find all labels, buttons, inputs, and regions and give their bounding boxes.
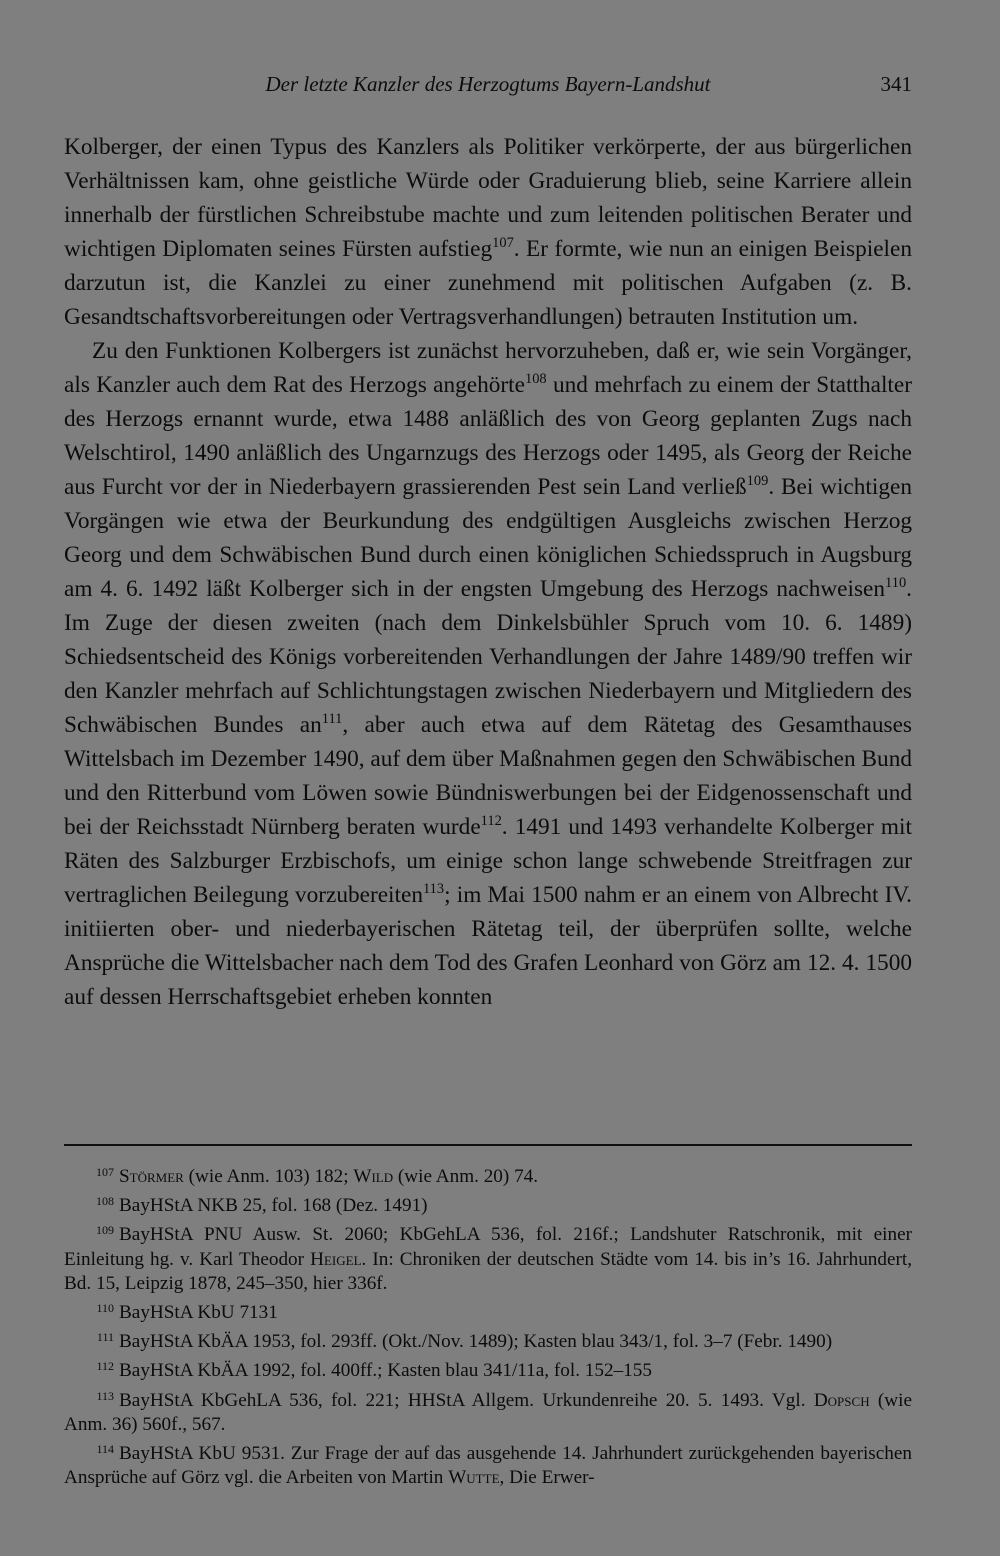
- footnote-text: BayHStA KbGehLA 536, fol. 221; HHStA Allgem. Urkundenreihe 20. 5. 1493. Vgl.: [119, 1389, 814, 1411]
- body-text: [64, 130, 912, 1014]
- footnote-number: 109: [96, 1223, 114, 1238]
- footnote-ref[interactable]: 112: [480, 813, 502, 830]
- text-segment: . Im Zuge der diesen zweiten (nach dem Dinkelsbühler Spruch vom 10. 6. 1489) Schiedsentscheid des Königs vorbereitenden Verhandlungen der Jahre 1489/90 treffen wir den Kanzler mehrfach auf Schlichtungstagen zwischen Niederbayern und Mitgliedern des Schwäbischen Bundes an: [64, 576, 912, 738]
- footnote-separator: [64, 1144, 912, 1146]
- page-header: [64, 64, 912, 104]
- running-title: Der letzte Kanzler des Herzogtums Bayern-Landshut: [265, 72, 711, 96]
- footnote-ref[interactable]: 107: [492, 235, 514, 252]
- footnote-number: 113: [96, 1388, 114, 1403]
- author-name: Dopsch: [813, 1389, 870, 1411]
- footnote-number: 110: [96, 1301, 114, 1316]
- text-segment: , aber auch etwa auf dem Rätetag des Gesamthauses Wittelsbach im Dezember 1490, auf dem über Maßnahmen gegen den Schwäbischen Bund und den Ritterbund vom Löwen sowie Bündniswerbungen bei der Eidgenossenschaft und bei der Reichsstadt Nürnberg beraten wurde: [64, 712, 912, 840]
- footnote-ref[interactable]: 111: [321, 711, 343, 728]
- text-segment: . 1491 und 1493 verhandelte Kolberger mit Räten des Salzburger Erzbischofs, um einige schon lange schwebende Streitfragen zur vertraglichen Beilegung vorzubereiten: [64, 814, 913, 908]
- footnote-ref[interactable]: 113: [422, 881, 445, 898]
- text-segment: und mehrfach zu einem der Statthalter des Herzogs ernannt wurde, etwa 1488 anläßlich des von Georg geplanten Zugs nach Welschtirol, 1490 anläßlich des Ungarnzugs des Herzogs oder 1495, als Georg der Reiche aus Furcht vor der in Niederbayern grassierenden Pest sein Land verließ: [64, 372, 912, 500]
- footnote-text: (wie Anm. 20) 74.: [393, 1166, 539, 1187]
- author-name: Störmer: [119, 1166, 184, 1187]
- footnote-110: [64, 1296, 912, 1325]
- text-segment: Zu den Funktionen Kolbergers ist zunächst hervorzuheben, daß er, wie sein Vorgänger, als Kanzler auch dem Rat des Herzogs angehörte: [64, 338, 912, 398]
- footnote-text: . In: Chroniken der deutschen Städte vom 14. bis in’s 16. Jahrhundert, Bd. 15, Leipzig 1878, 245–350, hier 336f.: [64, 1248, 913, 1294]
- footnote-112: [64, 1354, 912, 1383]
- footnote-113: [64, 1384, 912, 1437]
- footnote-text: BayHStA KbU 7131: [119, 1302, 278, 1324]
- text-segment: . Er formte, wie nun an einigen Beispielen darzutun ist, die Kanzlei zu einer zunehmend mit politischen Aufgaben (z. B. Gesandtschaftsvorbereitungen oder Vertragsverhandlungen) betrauten Institution um.: [64, 236, 912, 330]
- footnote-text: BayHStA NKB 25, fol. 168 (Dez. 1491): [119, 1195, 428, 1217]
- footnote-111: [64, 1325, 912, 1354]
- footnote-number: 107: [96, 1165, 114, 1179]
- footnote-114: [64, 1437, 912, 1490]
- paragraph-2: [64, 334, 912, 1014]
- author-name: Wild: [353, 1166, 394, 1187]
- footnote-text: BayHStA KbU 9531. Zur Frage der auf das ausgehende 14. Jahrhundert zurückgehenden bayerischen Ansprüche auf Görz vgl. die Arbeiten von Martin: [64, 1443, 912, 1489]
- footnote-number: 114: [96, 1442, 114, 1457]
- footnote-text: (wie Anm. 36) 560f., 567.: [64, 1389, 912, 1435]
- footnote-109: [64, 1218, 912, 1296]
- footnote-text: (wie Anm. 103) 182;: [183, 1166, 354, 1187]
- text-segment: Kolberger, der einen Typus des Kanzlers als Politiker verkörperte, der aus bürgerlichen Verhältnissen kam, ohne geistliche Würde oder Graduierung blieb, seine Karriere allein innerhalb der fürstlichen Schreibstube machte und zum leitenden politischen Berater und wichtigen Diplomaten seines Fürsten aufstieg: [64, 134, 912, 262]
- author-name: Wutte: [448, 1467, 500, 1489]
- footnote-text: BayHStA KbÄA 1953, fol. 293ff. (Okt./Nov. 1489); Kasten blau 343/1, fol. 3–7 (Febr. 1490): [119, 1331, 833, 1353]
- paragraph-1: [64, 130, 912, 334]
- footnote-107: [64, 1160, 912, 1189]
- footnote-ref[interactable]: 108: [524, 371, 547, 388]
- text-segment: ; im Mai 1500 nahm er an einem von Albrecht IV. initiierten ober- und niederbayerischen Rätetag teil, der überprüfen sollte, welche Ansprüche die Wittelsbacher nach dem Tod des Grafen Leonhard von Görz am 12. 4. 1500 auf dessen Herrschaftsgebiet erheben konnten: [64, 882, 912, 1010]
- footnote-108: [64, 1189, 912, 1218]
- footnotes: [64, 1160, 912, 1490]
- text-segment: . Bei wichtigen Vorgängen wie etwa der Beurkundung des endgültigen Ausgleichs zwischen Herzog Georg und dem Schwäbischen Bund durch einen königlichen Schiedsspruch in Augsburg am 4. 6. 1492 läßt Kolberger sich in der engsten Umgebung des Herzogs nachweisen: [64, 474, 912, 602]
- footnote-ref[interactable]: 109: [746, 473, 769, 490]
- footnote-text: BayHStA PNU Ausw. St. 2060; KbGehLA 536, fol. 216f.; Landshuter Ratschronik, mit einer Einleitung hg. v. Karl Theodor: [64, 1224, 912, 1270]
- author-name: Heigel: [310, 1248, 362, 1270]
- footnote-ref[interactable]: 110: [885, 575, 907, 592]
- footnote-number: 112: [96, 1359, 114, 1374]
- footnote-number: 108: [96, 1194, 114, 1209]
- page-number: 341: [880, 72, 912, 96]
- footnote-number: 111: [96, 1330, 114, 1345]
- footnote-text: , Die Erwer-: [499, 1467, 595, 1489]
- footnote-text: BayHStA KbÄA 1992, fol. 400ff.; Kasten blau 341/11a, fol. 152–155: [119, 1360, 652, 1382]
